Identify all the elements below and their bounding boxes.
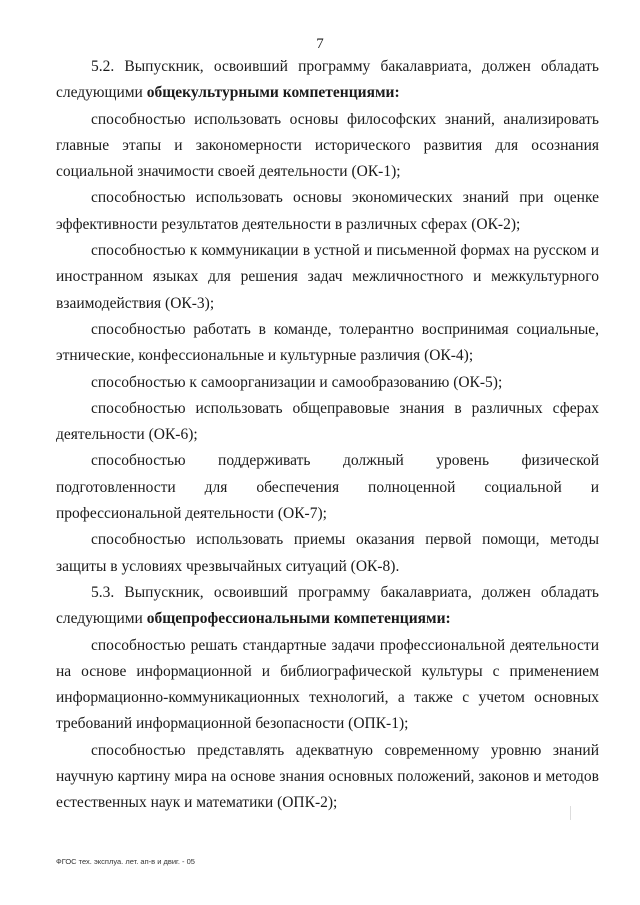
competency-ok-3: способностью к коммуникации в устной и письменной формах на русском и иностранном языках для решения задач межличностного и межкультурного взаимодействия (ОК-3); — [56, 242, 599, 312]
section-5-3-intro-text: 5.3. Выпускник, освоивший программу бакалавриата, должен обладать следующими — [56, 583, 599, 628]
competency-opk-2: способностью представлять адекватную современному уровню знаний научную картину мира на основе знания основных положений, законов и методов естественных наук и математики (ОПК-2); — [56, 741, 599, 812]
competency-ok-6: способностью использовать общеправовые знания в различных сферах деятельности (ОК-6); — [56, 399, 599, 444]
section-5-2-intro-text: 5.2. Выпускник, освоивший программу бакалавриата, должен обладать следующими — [56, 58, 599, 102]
competency-ok-2: способностью использовать основы экономических знаний при оценке эффективности результатов деятельности в различных сферах (ОК-2); — [56, 189, 599, 233]
competency-ok-4: способностью работать в команде, толерантно воспринимая социальные, этнические, конфессиональные и культурные различия (ОК-4); — [56, 320, 599, 365]
section-5-2-heading-bold: общекультурными компетенциями: — [146, 84, 400, 102]
page-number: 7 — [316, 36, 324, 52]
page-body — [56, 54, 599, 817]
section-5-3-intro — [56, 580, 599, 633]
competency-ok-5: способностью к самоорганизации и самообразованию (ОК-5); — [91, 373, 503, 391]
page-footer: ФГОС тех. эксплуа. лет. ап-в и двиг. - 05 — [56, 857, 195, 866]
section-5-3-heading-bold: общепрофессиональными компетенциями: — [146, 610, 451, 628]
competency-ok-1: способностью использовать основы философских знаний, анализировать главные этапы и закономерности исторического развития для осознания социальной значимости своей деятельности (ОК-1); — [56, 110, 599, 181]
section-5-2-intro — [56, 54, 599, 107]
scan-mark — [570, 806, 571, 820]
competency-ok-8: способностью использовать приемы оказания первой помощи, методы защиты в условиях чрезвычайных ситуаций (ОК-8). — [56, 531, 599, 575]
competency-ok-7: способностью поддерживать должный уровень физической подготовленности для обеспечения полноценной социальной и профессиональной деятельности (ОК-7); — [56, 452, 599, 523]
competency-opk-1: способностью решать стандартные задачи профессиональной деятельности на основе информационной и библиографической культуры с применением информационно-коммуникационных технологий, а также с учетом основных требований информационной безопасности (ОПК-1); — [56, 636, 599, 733]
